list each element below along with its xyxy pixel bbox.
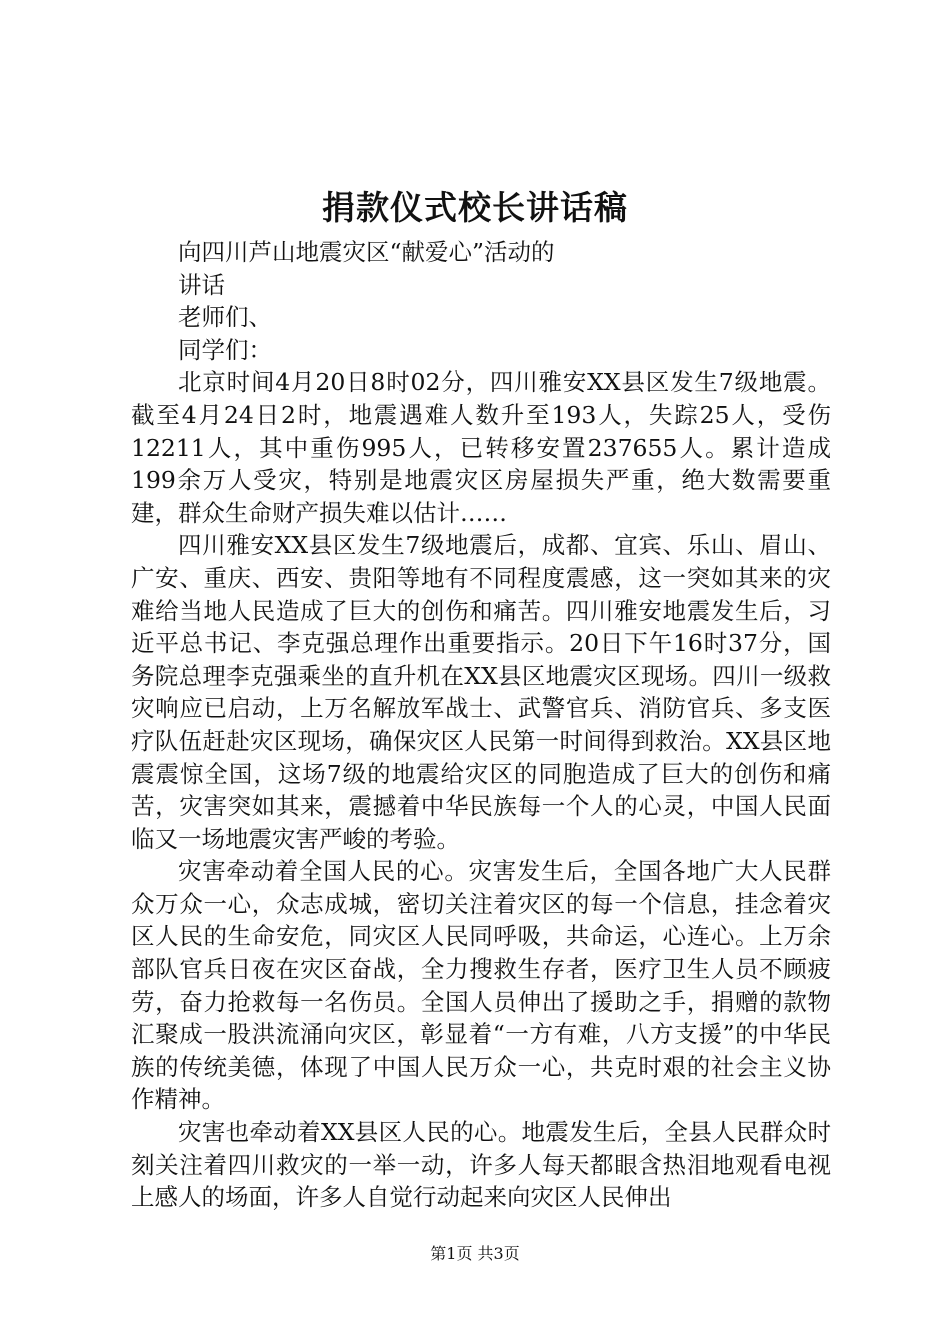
- document-title: 捐款仪式校长讲话稿: [322, 188, 628, 227]
- subtitle-line: 向四川芦山地震灾区“献爱心”活动的: [178, 238, 555, 266]
- subtitle-line: 讲话: [178, 270, 225, 299]
- body-paragraph: 灾害也牵动着XX县区人民的心。地震发生后，全县人民群众时刻关注着四川救灾的一举一动，许多人每天都眼含热泪地观看电视上感人的场面，许多人自觉行动起来向灾区人民伸出: [131, 1118, 831, 1212]
- body-paragraph: 北京时间4月20日8时02分，四川雅安XX县区发生7级地震。截至4月24日2时，地震遇难人数升至193人，失踪25人，受伤12211人，其中重伤995人，已转移安置237655人。累计造成199余万人受灾，特别是地震灾区房屋损失严重，绝大数需要重建，群众生命财产损失难以估计……: [131, 368, 831, 527]
- page-footer: 第1页 共3页: [430, 1244, 520, 1263]
- document-body: [131, 236, 831, 1214]
- body-paragraph: 四川雅安XX县区发生7级地震后，成都、宜宾、乐山、眉山、广安、重庆、西安、贵阳等地有不同程度震感，这一突如其来的灾难给当地人民造成了巨大的创伤和痛苦。四川雅安地震发生后，习近平总书记、李克强总理作出重要指示。20日下午16时37分，国务院总理李克强乘坐的直升机在XX县区地震灾区现场。四川一级救灾响应已启动，上万名解放军战士、武警官兵、消防官兵、多支医疗队伍赶赴灾区现场，确保灾区人民第一时间得到救治。XX县区地震震惊全国，这场7级的地震给灾区的同胞造成了巨大的创伤和痛苦，灾害突如其来，震撼着中华民族每一个人的心灵，中国人民面临又一场地震灾害严峻的考验。: [131, 531, 831, 853]
- body-paragraph: 灾害牵动着全国人民的心。灾害发生后，全国各地广大人民群众万众一心，众志成城，密切关注着灾区的每一个信息，挂念着灾区人民的生命安危，同灾区人民同呼吸，共命运，心连心。上万余部队官兵日夜在灾区奋战，全力搜救生存者，医疗卫生人员不顾疲劳，奋力抢救每一名伤员。全国人员伸出了援助之手，捐赠的款物汇聚成一股洪流涌向灾区，彰显着“一方有难，八方支援”的中华民族的传统美德，体现了中国人民万众一心，共克时艰的社会主义协作精神。: [131, 857, 831, 1114]
- greeting-line: 同学们：: [178, 335, 272, 364]
- greeting-line: 老师们、: [178, 303, 272, 332]
